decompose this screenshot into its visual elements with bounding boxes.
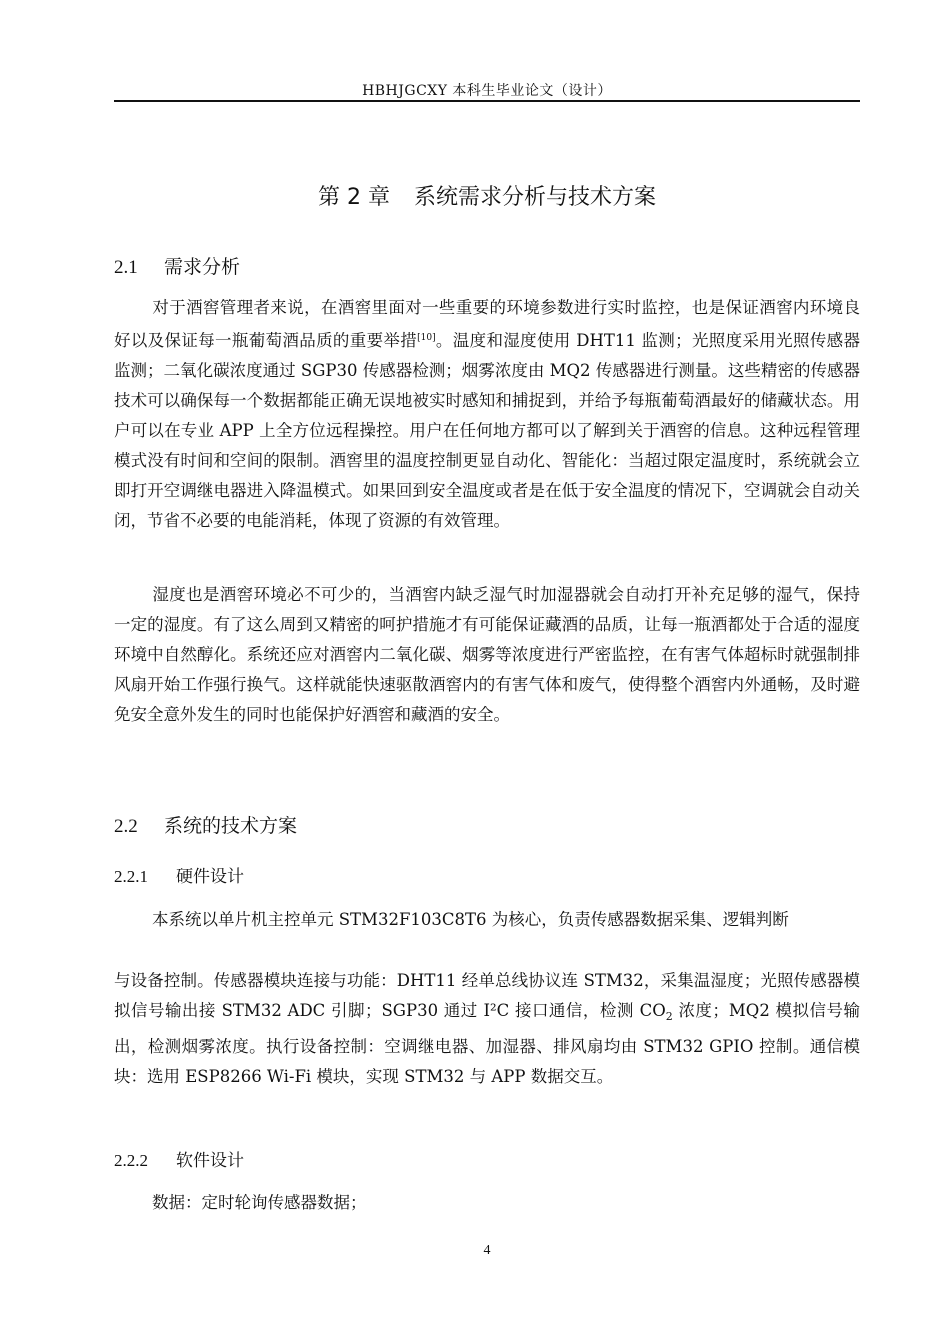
section-number: 2.2 bbox=[114, 816, 138, 837]
subsection-title: 软件设计 bbox=[176, 1151, 244, 1171]
paragraph-2: 湿度也是酒窖环境必不可少的，当酒窖内缺乏湿气时加湿器就会自动打开补充足够的湿气，保持一定的湿度。有了这么周到又精密的呵护措施才有可能保证藏酒的品质，让每一瓶酒都处于合适的湿度环境中自然醇化。系统还应对酒窖内二氧化碳、烟雾等浓度进行严密监控，在有害气体超标时就强制排风扇开始工作强行换气。这样就能快速驱散酒窖内的有害气体和废气，使得整个酒窖内外通畅，及时避免安全意外发生的同时也能保护好酒窖和藏酒的安全。 bbox=[114, 585, 860, 724]
chapter-heading: 系统需求分析与技术方案 bbox=[413, 185, 656, 210]
paragraph-1: 对于酒窖管理者来说，在酒窖里面对一些重要的环境参数进行实时监控，也是保证酒窖内环境良好以及保证每一瓶葡萄酒品质的重要举措[10]。温度和湿度使用 DHT11 监测；光照度采用光照传感器监测；二氧化碳浓度通过 SGP30 传感器检测；烟雾浓度由 MQ2 传感器进行测量。这些精密的传感器技术可以确保每一个数据都能正确无误地被实时感知和捕捉到，并给予每瓶葡萄酒最好的储藏状态。用户可以在专业 APP 上全方位远程操控。用户在任何地方都可以了解到关于酒窖的信息。这种远程管理模式没有时间和空间的限制。酒窖里的温度控制更显自动化、智能化：当超过限定温度时，系统就会立即打开空调继电器进入降温模式。如果回到安全温度或者是在低于安全温度的情况下，空调就会自动关闭，节省不必要的电能消耗，体现了资源的有效管理。 bbox=[114, 298, 861, 530]
subsection-heading-2-2-1 bbox=[114, 862, 244, 887]
running-header: HBHJGCXY 本科生毕业论文（设计） bbox=[362, 83, 612, 99]
co2-subscript: 2 bbox=[665, 1010, 673, 1023]
citation-ref: [10] bbox=[417, 333, 436, 343]
chapter-number: 第 2 章 bbox=[318, 185, 390, 210]
subsection-number: 2.2.1 bbox=[114, 867, 148, 886]
subsection-number: 2.2.2 bbox=[114, 1151, 148, 1170]
section-number: 2.1 bbox=[114, 257, 138, 278]
paragraph-3-line-1: 本系统以单片机主控单元 STM32F103C8T6 为核心，负责传感器数据采集、逻辑判断 bbox=[152, 910, 789, 929]
header-rule bbox=[114, 100, 860, 102]
paragraph-4: 数据：定时轮询传感器数据； bbox=[152, 1193, 367, 1212]
page-number: 4 bbox=[483, 1243, 491, 1258]
chapter-title bbox=[114, 180, 860, 211]
section-heading-2-1 bbox=[114, 252, 240, 279]
section-title: 系统的技术方案 bbox=[164, 815, 298, 837]
subsection-title: 硬件设计 bbox=[176, 867, 244, 887]
section-heading-2-2 bbox=[114, 811, 297, 838]
paragraph-3: 与设备控制。传感器模块连接与功能：DHT11 经单总线协议连 STM32，采集温湿度；光照传感器模拟信号输出接 STM32 ADC 引脚；SGP30 通过 I²C 接口通信，检测 $CO_2$ 浓度；MQ2 模拟信号输出，检测烟雾浓度。执行设备控制：空调继电器、加湿器、排风扇均由 STM32 GPIO 控制。通信模块：选用 ESP8266 Wi-Fi 模块，实现 STM32 与 APP 数据交互。 bbox=[114, 971, 860, 1086]
section-title: 需求分析 bbox=[164, 256, 241, 278]
subsection-heading-2-2-2 bbox=[114, 1146, 244, 1171]
